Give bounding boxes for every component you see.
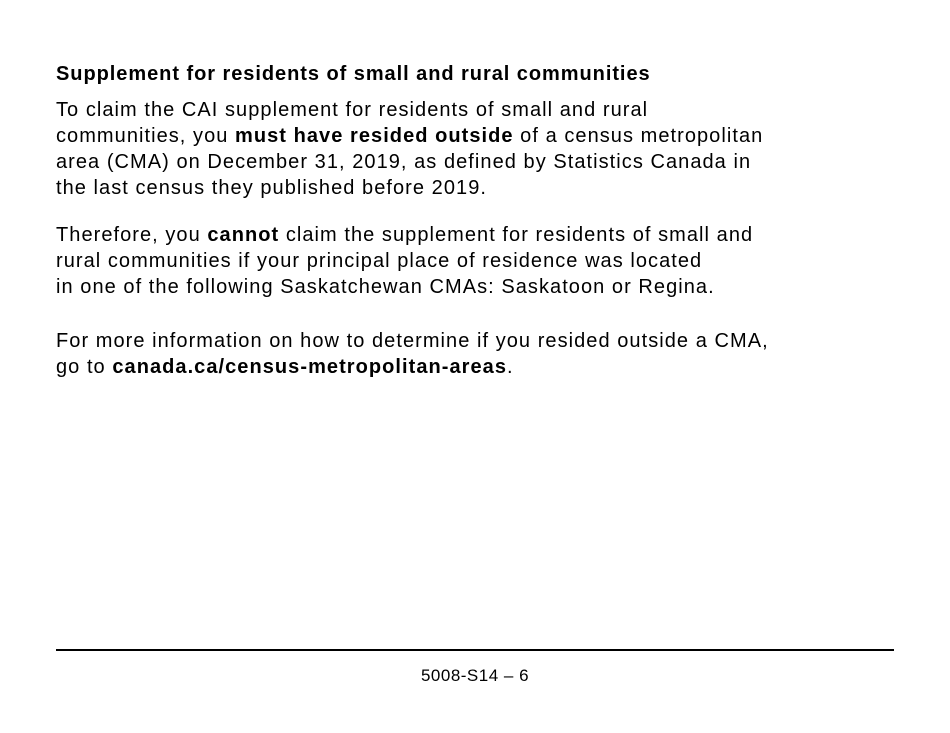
paragraph-eligibility xyxy=(56,97,901,201)
text-run: Therefore, you xyxy=(56,224,208,246)
section-heading: Supplement for residents of small and rural communities xyxy=(56,63,651,85)
emphasis-text: cannot xyxy=(207,224,280,246)
text-line: To claim the CAI supplement for residents of small and rural xyxy=(56,99,649,121)
paragraph-exclusion xyxy=(56,222,901,300)
document-body xyxy=(56,61,901,380)
page-number: 5008-S14 – 6 xyxy=(420,666,530,685)
emphasis-text: must have resided outside xyxy=(235,125,514,147)
text-run: of a census metropolitan xyxy=(513,125,764,147)
text-line: rural communities if your principal place of residence was located xyxy=(56,250,703,272)
text-line: For more information on how to determine if you resided outside a CMA, xyxy=(56,330,769,352)
text-line xyxy=(56,123,901,149)
paragraph-more-info xyxy=(56,328,901,380)
text-line: in one of the following Saskatchewan CMAs: Saskatoon or Regina. xyxy=(56,276,715,298)
text-run: go to xyxy=(56,356,113,378)
text-run: communities, you xyxy=(56,125,236,147)
text-run: . xyxy=(507,356,514,378)
text-line: the last census they published before 2019. xyxy=(56,177,487,199)
text-run: claim the supplement for residents of small and xyxy=(279,224,754,246)
text-line: area (CMA) on December 31, 2019, as defined by Statistics Canada in xyxy=(56,151,752,173)
cma-info-link[interactable]: canada.ca/census-metropolitan-areas xyxy=(112,356,508,378)
text-line xyxy=(56,222,901,248)
footer-divider xyxy=(56,649,894,651)
text-line xyxy=(56,354,901,380)
